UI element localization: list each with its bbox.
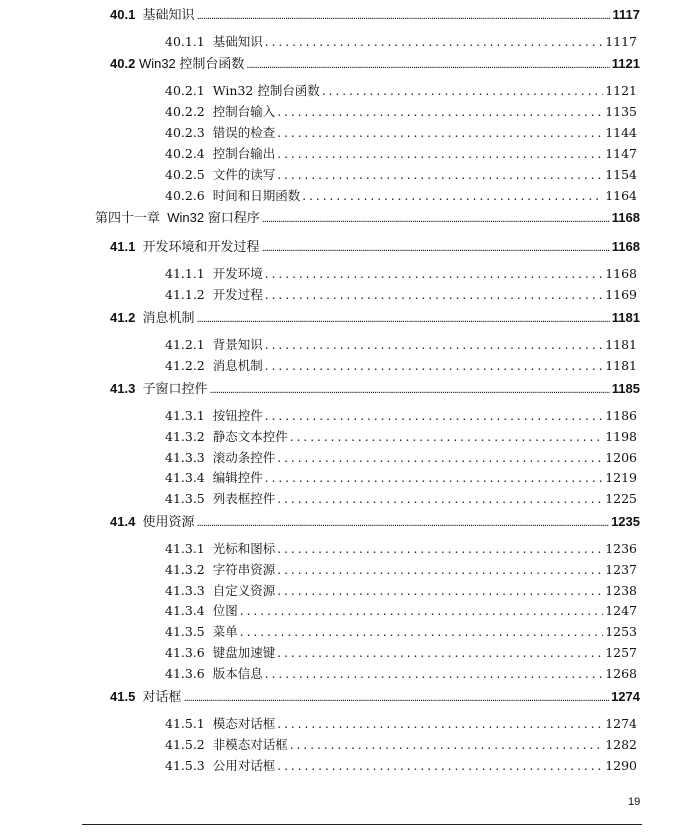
toc-title: 滚动条控件 (212, 450, 276, 465)
toc-page: 1144 (605, 125, 637, 140)
toc-entry[interactable] (110, 307, 640, 326)
dot-leader (290, 738, 603, 752)
dot-leader (277, 126, 603, 140)
dot-leader (246, 59, 609, 71)
toc-title: 版本信息 (212, 666, 263, 681)
toc-number: 41.1.2 (165, 287, 205, 302)
toc-entry[interactable] (165, 448, 637, 466)
dot-leader (265, 267, 603, 281)
toc-number: 40.1 (110, 7, 136, 22)
dot-leader (262, 242, 610, 254)
dot-leader (277, 717, 603, 731)
toc-page: 1274 (605, 716, 637, 731)
dot-leader (240, 625, 603, 639)
dot-leader (262, 213, 610, 225)
toc-title: 错误的检查 (212, 125, 276, 140)
toc-title: 按钮控件 (212, 408, 263, 423)
toc-title: 菜单 (212, 624, 238, 639)
toc-title: 基础知识 (142, 7, 195, 22)
dot-leader (277, 759, 603, 773)
toc-title: 背景知识 (212, 337, 263, 352)
toc-entry[interactable] (165, 406, 637, 424)
toc-number: 40.2.5 (165, 167, 205, 182)
toc-page: 1147 (605, 146, 637, 161)
toc-page: 1117 (612, 7, 640, 22)
dot-leader (265, 288, 603, 302)
toc-number: 41.3.2 (165, 562, 205, 577)
dot-leader (184, 692, 610, 704)
toc-entry[interactable] (165, 643, 637, 661)
dot-leader (277, 542, 603, 556)
toc-number: 第四十一章 (95, 210, 161, 225)
dot-leader (210, 384, 610, 396)
toc-number: 41.3.2 (165, 429, 205, 444)
toc-number: 41.3.4 (165, 470, 205, 485)
toc-entry[interactable] (165, 32, 637, 50)
toc-page: 1164 (605, 188, 637, 203)
toc-number: 41.3.5 (165, 624, 205, 639)
toc-entry[interactable] (110, 53, 640, 72)
toc-entry[interactable] (110, 4, 640, 23)
toc-title: Win32 窗口程序 (167, 210, 260, 225)
toc-title: 消息机制 (212, 358, 263, 373)
dot-leader (265, 35, 603, 49)
toc-number: 40.2.4 (165, 146, 205, 161)
dot-leader (277, 563, 603, 577)
toc-title: 字符串资源 (212, 562, 276, 577)
toc-page: 1168 (611, 210, 640, 225)
toc-number: 40.2.6 (165, 188, 205, 203)
toc-title: 列表框控件 (212, 491, 276, 506)
toc-title: 控制台输入 (212, 104, 276, 119)
toc-entry[interactable] (165, 468, 637, 486)
toc-number: 40.2.3 (165, 125, 205, 140)
dot-leader (277, 147, 603, 161)
dot-leader (265, 359, 603, 373)
dot-leader (277, 646, 603, 660)
toc-page: 1121 (611, 56, 640, 71)
toc-number: 41.2.2 (165, 358, 205, 373)
dot-leader (265, 338, 603, 352)
toc-entry[interactable] (165, 186, 637, 204)
dot-leader (240, 604, 603, 618)
toc-title: 基础知识 (212, 34, 263, 49)
toc-entry[interactable] (165, 756, 637, 774)
toc-number: 41.3.6 (165, 645, 205, 660)
toc-entry[interactable] (165, 601, 637, 619)
toc-title: 编辑控件 (212, 470, 263, 485)
toc-title: 控制台输出 (212, 146, 276, 161)
toc-entry[interactable] (110, 511, 640, 530)
dot-leader (197, 313, 610, 325)
toc-entry[interactable] (165, 735, 637, 753)
toc-entry[interactable] (165, 427, 637, 445)
toc-title: 开发环境 (212, 266, 263, 281)
dot-leader (302, 189, 603, 203)
toc-page: 1253 (605, 624, 637, 639)
toc-number: 41.3.5 (165, 491, 205, 506)
toc-page: 1247 (605, 603, 637, 618)
toc-page: 1198 (605, 429, 637, 444)
page-number: 19 (628, 796, 641, 808)
toc-page: 1117 (605, 34, 637, 49)
toc-page: 1181 (605, 358, 637, 373)
toc-page: 1169 (605, 287, 637, 302)
dot-leader (277, 105, 603, 119)
toc-title: 模态对话框 (212, 716, 276, 731)
toc-page: 1235 (611, 514, 640, 529)
dot-leader (265, 409, 603, 423)
toc-page: 1225 (605, 491, 637, 506)
toc-page: 1181 (611, 310, 640, 325)
toc-number: 41.5 (110, 689, 136, 704)
toc-entry[interactable] (165, 285, 637, 303)
toc-number: 41.5.3 (165, 758, 205, 773)
toc-entry[interactable] (165, 102, 637, 120)
toc-title: 子窗口控件 (142, 381, 208, 396)
toc-title: 静态文本控件 (212, 429, 288, 444)
toc-title: 非模态对话框 (212, 737, 288, 752)
toc-page: 1121 (605, 83, 637, 98)
dot-leader (265, 471, 603, 485)
toc-title: 对话框 (142, 689, 182, 704)
toc-entry[interactable] (165, 664, 637, 682)
toc-number: 41.5.2 (165, 737, 205, 752)
toc-page: 1185 (611, 381, 640, 396)
toc-page: 1282 (605, 737, 637, 752)
toc-title: Win32 控制台函数 (138, 56, 245, 71)
toc-entry[interactable] (110, 686, 640, 705)
toc-number: 41.3.6 (165, 666, 205, 681)
toc-title: 自定义资源 (212, 583, 276, 598)
toc-entry[interactable] (165, 264, 637, 282)
toc-page: 1135 (605, 104, 637, 119)
dot-leader (265, 667, 603, 681)
toc-page: 1237 (605, 562, 637, 577)
toc-entry[interactable] (165, 581, 637, 599)
toc-title: 文件的读写 (212, 167, 276, 182)
toc-number: 41.2.1 (165, 337, 205, 352)
dot-leader (290, 430, 603, 444)
toc-entry[interactable] (165, 144, 637, 162)
toc-page: 1206 (605, 450, 637, 465)
toc-number: 41.5.1 (165, 716, 205, 731)
toc-number: 41.3.3 (165, 583, 205, 598)
toc-number: 40.1.1 (165, 34, 205, 49)
toc-entry[interactable] (165, 165, 637, 183)
dot-leader (197, 517, 610, 529)
toc-number: 41.1.1 (165, 266, 205, 281)
toc-page: 1181 (605, 337, 637, 352)
toc-page: 1154 (605, 167, 637, 182)
toc-number: 41.2 (110, 310, 136, 325)
toc-page: 1236 (605, 541, 637, 556)
toc-page: 1290 (605, 758, 637, 773)
toc-entry[interactable] (165, 560, 637, 578)
dot-leader (322, 84, 603, 98)
toc-title: 公用对话框 (212, 758, 276, 773)
toc-page: 1274 (611, 689, 640, 704)
toc-title: 键盘加速键 (212, 645, 276, 660)
toc-number: 41.3 (110, 381, 136, 396)
toc-entry[interactable] (165, 123, 637, 141)
toc-entry[interactable] (165, 81, 637, 99)
toc-page: 1268 (605, 666, 637, 681)
toc-page: 1238 (605, 583, 637, 598)
toc-page: 1168 (605, 266, 637, 281)
toc-entry[interactable] (165, 356, 637, 374)
toc-number: 41.3.4 (165, 603, 205, 618)
toc-number: 40.2.1 (165, 83, 205, 98)
toc-title: 使用资源 (142, 514, 195, 529)
toc-number: 40.2.2 (165, 104, 205, 119)
toc-chapter-entry[interactable] (95, 207, 640, 226)
toc-entry[interactable] (110, 378, 640, 397)
toc-page: 1257 (605, 645, 637, 660)
toc-page: 1219 (605, 470, 637, 485)
toc-title: 开发环境和开发过程 (142, 239, 260, 254)
footer-rule (82, 824, 642, 825)
dot-leader (277, 492, 603, 506)
toc-number: 41.3.1 (165, 408, 205, 423)
toc-title: Win32 控制台函数 (212, 83, 320, 98)
toc-entry[interactable] (165, 489, 637, 507)
toc-title: 光标和图标 (212, 541, 276, 556)
toc-number: 41.3.1 (165, 541, 205, 556)
toc-entry[interactable] (165, 335, 637, 353)
toc-title: 开发过程 (212, 287, 263, 302)
toc-title: 位图 (212, 603, 238, 618)
dot-leader (277, 451, 603, 465)
toc-number: 41.4 (110, 514, 136, 529)
toc-number: 40.2 (110, 56, 136, 71)
toc-entry[interactable] (165, 714, 637, 732)
dot-leader (197, 10, 611, 22)
toc-title: 消息机制 (142, 310, 195, 325)
dot-leader (277, 584, 603, 598)
toc-title: 时间和日期函数 (212, 188, 301, 203)
toc-entry[interactable] (165, 539, 637, 557)
dot-leader (277, 168, 603, 182)
toc-page: 1186 (605, 408, 637, 423)
toc-number: 41.3.3 (165, 450, 205, 465)
toc-number: 41.1 (110, 239, 136, 254)
toc-page: 1168 (611, 239, 640, 254)
toc-entry[interactable] (110, 236, 640, 255)
toc-entry[interactable] (165, 622, 637, 640)
